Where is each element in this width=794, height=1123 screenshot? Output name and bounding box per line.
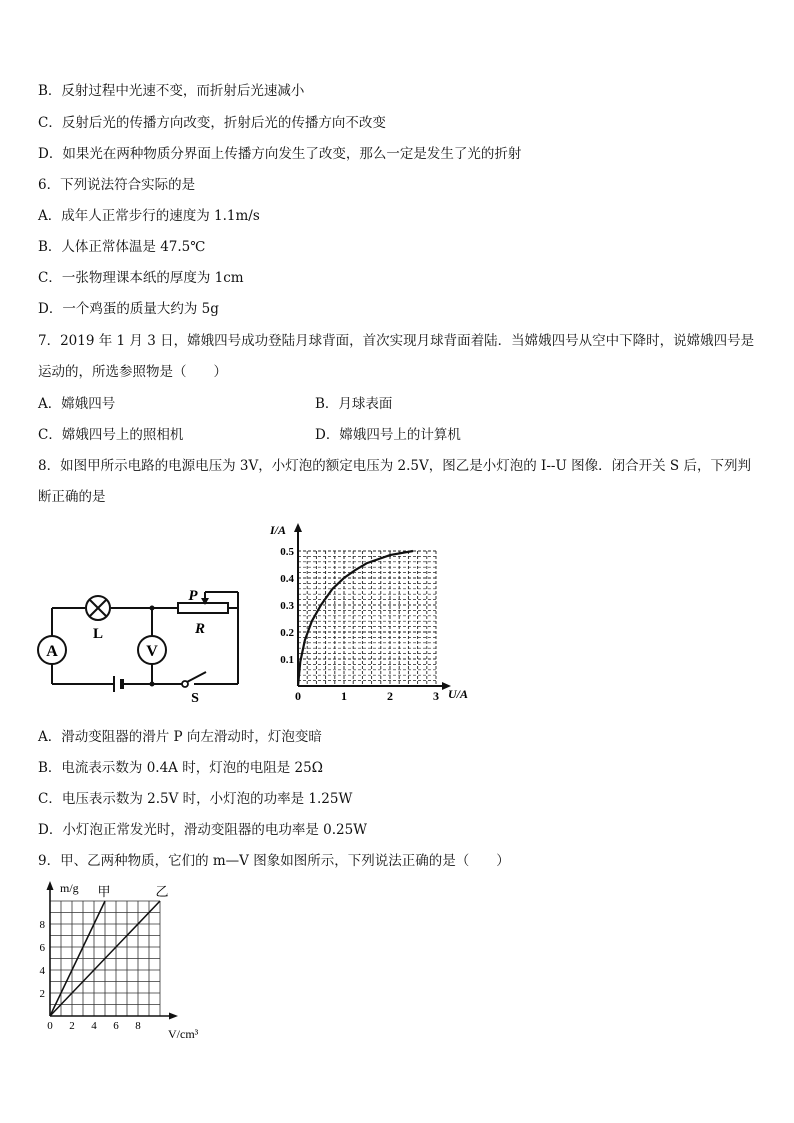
q7-option-d: D．嫦娥四号上的计算机 xyxy=(315,427,461,443)
junction-dot xyxy=(150,682,155,687)
mv-x-tick-label: 4 xyxy=(91,1020,97,1032)
mv-x-tick-label: 2 xyxy=(69,1020,75,1032)
q7-option-c: C．嫦娥四号上的照相机 xyxy=(38,427,184,443)
mv-y-tick-label: 6 xyxy=(39,942,45,954)
circuit-diagram xyxy=(30,578,245,706)
iu-y-tick-label: 0.1 xyxy=(280,654,294,666)
iu-x-tick-label: 0 xyxy=(295,689,301,703)
slider-label: P xyxy=(188,588,198,604)
q8-option-b: B．电流表示数为 0.4A 时，灯泡的电阻是 25Ω xyxy=(38,760,323,776)
q6-option-a: A．成年人正常步行的速度为 1.1m/s xyxy=(38,208,260,224)
iu-x-tick-label: 1 xyxy=(341,689,347,703)
q6-stem: 6．下列说法符合实际的是 xyxy=(38,177,196,193)
iu-curve xyxy=(298,551,413,686)
battery-icon xyxy=(114,676,122,692)
iu-x-axis-label: U/A xyxy=(448,687,469,701)
junction-dot xyxy=(150,606,155,611)
q8-option-a: A．滑动变阻器的滑片 P 向左滑动时，灯泡变暗 xyxy=(38,729,322,745)
q6-option-c: C．一张物理课本纸的厚度为 1cm xyxy=(38,270,244,286)
voltmeter-icon xyxy=(138,636,166,664)
q8-option-d: D．小灯泡正常发光时，滑动变阻器的电功率是 0.25W xyxy=(38,822,368,838)
q5-option-b: B．反射过程中光速不变，而折射后光速减小 xyxy=(38,83,305,99)
mv-series-label: 甲 xyxy=(97,884,111,899)
mv-y-tick-label: 2 xyxy=(39,988,45,1000)
q7-stem-line1: 7．2019 年 1 月 3 日，嫦娥四号成功登陆月球背面，首次实现月球背面着陆．当嫦娥四号从空中下降时，说嫦娥四号是 xyxy=(38,333,755,349)
mv-x-tick-label: 8 xyxy=(135,1020,141,1032)
mv-x-arrow-icon xyxy=(169,1013,178,1020)
q7-option-b: B．月球表面 xyxy=(315,396,393,412)
rheostat xyxy=(178,603,228,613)
iu-y-tick-label: 0.4 xyxy=(280,573,294,585)
mv-y-tick-label: 4 xyxy=(39,965,45,977)
q5-option-c: C．反射后光的传播方向改变，折射后光的传播方向不改变 xyxy=(38,115,386,131)
mv-x-tick-label: 6 xyxy=(113,1020,119,1032)
mv-chart xyxy=(30,876,220,1046)
q9-stem: 9．甲、乙两种物质，它们的 m—V 图象如图所示，下列说法正确的是（ ） xyxy=(38,853,510,869)
mv-x-tick-label: 0 xyxy=(47,1020,53,1032)
iu-chart xyxy=(262,520,472,705)
rheostat-label: R xyxy=(194,621,206,637)
iu-x-tick-label: 2 xyxy=(387,689,393,703)
q7-option-a: A．嫦娥四号 xyxy=(38,396,116,412)
mv-y-tick-label: 8 xyxy=(39,919,45,931)
iu-y-tick-label: 0.3 xyxy=(280,600,294,612)
q6-option-d: D．一个鸡蛋的质量大约为 5g xyxy=(38,301,219,317)
iu-y-axis-label: I/A xyxy=(270,523,287,537)
mv-series-label: 乙 xyxy=(155,884,169,899)
switch-label: S xyxy=(191,691,199,706)
mv-y-arrow-icon xyxy=(47,881,54,890)
iu-y-tick-label: 0.2 xyxy=(280,627,294,639)
iu-y-tick-label: 0.5 xyxy=(280,546,294,558)
ammeter-label: A xyxy=(46,643,58,660)
q7-stem-line2: 运动的，所选参照物是（ ） xyxy=(38,364,227,380)
iu-y-arrow-icon xyxy=(294,523,302,532)
mv-y-axis-label: m/g xyxy=(60,881,79,895)
lamp-icon xyxy=(86,596,110,620)
mv-x-axis-label: V/cm³ xyxy=(168,1027,199,1041)
voltmeter-label: V xyxy=(146,643,158,660)
q8-stem-line2: 断正确的是 xyxy=(38,489,106,505)
iu-x-tick-label: 3 xyxy=(433,689,439,703)
q8-option-c: C．电压表示数为 2.5V 时，小灯泡的功率是 1.25W xyxy=(38,791,353,807)
ammeter-icon xyxy=(38,636,66,664)
q8-stem-line1: 8．如图甲所示电路的电源电压为 3V，小灯泡的额定电压为 2.5V，图乙是小灯泡的 I--U 图像．闭合开关 S 后，下列判 xyxy=(38,458,751,474)
q5-option-d: D．如果光在两种物质分界面上传播方向发生了改变，那么一定是发生了光的折射 xyxy=(38,146,522,162)
lamp-label: L xyxy=(92,626,104,642)
q6-option-b: B．人体正常体温是 47.5℃ xyxy=(38,239,206,255)
